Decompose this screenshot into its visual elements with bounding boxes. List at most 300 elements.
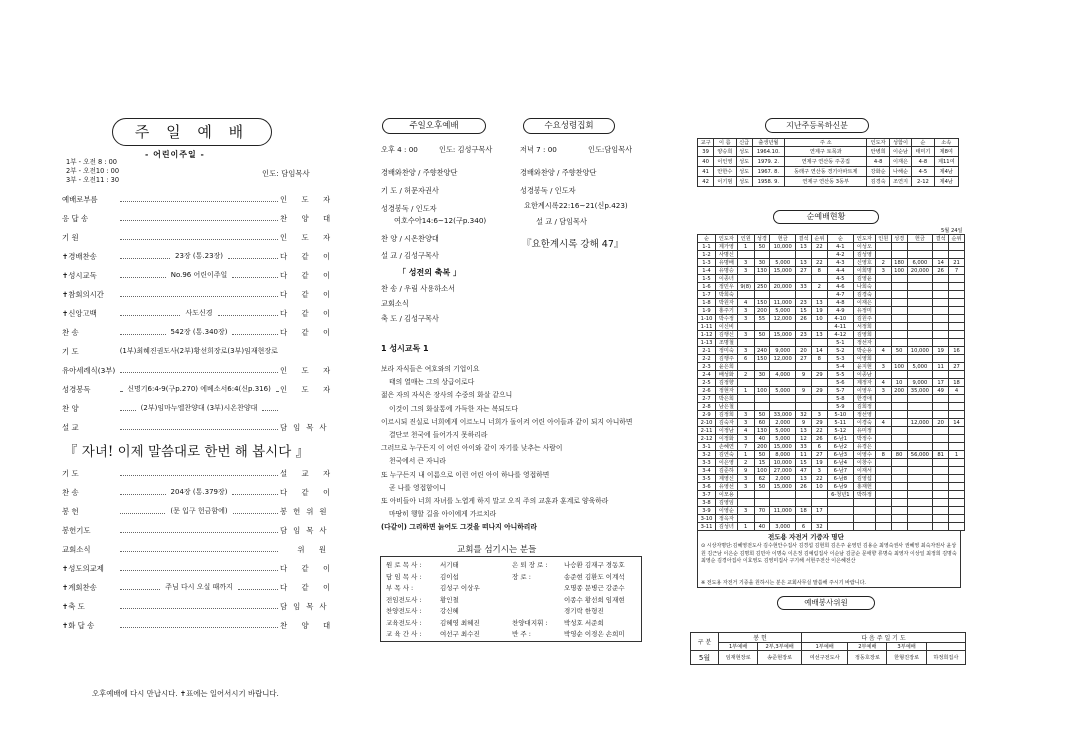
order-item: [62, 421, 332, 433]
attendance-cell: [737, 403, 754, 411]
attendance-cell: [949, 467, 965, 475]
order-item: [62, 193, 337, 205]
attendance-cell: [875, 483, 891, 491]
attendance-row: [698, 251, 965, 259]
staff-name: 박영순 이경은 손희미: [564, 630, 625, 638]
attendance-cell: 1-6: [698, 283, 716, 291]
attendance-cell: 나희숙: [853, 283, 875, 291]
attendance-cell: [891, 515, 907, 523]
attendance-cell: 50: [754, 411, 770, 419]
attendance-cell: [949, 299, 965, 307]
attendance-cell: 70: [754, 507, 770, 515]
registrants-cell: 제4남: [934, 167, 958, 177]
attendance-cell: [875, 355, 891, 363]
attendance-cell: 남은철: [715, 403, 737, 411]
attendance-cell: 1-7: [698, 291, 716, 299]
helpers-note: ※ 전도용 자전거 기증을 원하시는 분은 교회사무실 말씀해 주시기 바랍니다.: [701, 580, 866, 586]
attendance-cell: 1-5: [698, 275, 716, 283]
attendance-cell: [949, 435, 965, 443]
attendance-cell: 81: [933, 451, 949, 459]
attendance-cell: 3: [737, 507, 754, 515]
attendance-cell: 2-2: [698, 355, 716, 363]
attendance-cell: 4-11: [827, 323, 853, 331]
attendance-cell: 5,000: [770, 307, 796, 315]
registrants-cell: 성도: [736, 167, 752, 177]
attendance-cell: 3-1: [698, 443, 716, 451]
leader-dots: [120, 425, 278, 430]
duty-h3: 다 음 주 일 기 도: [802, 633, 966, 643]
attendance-cell: 3: [811, 467, 827, 475]
leader-dots: [120, 528, 278, 533]
attendance-cell: 27: [796, 355, 812, 363]
attendance-cell: 10,000: [770, 459, 796, 467]
attendance-cell: 10: [891, 379, 907, 387]
attendance-cell: 19: [933, 347, 949, 355]
order-item-name: 찬 송: [62, 327, 79, 337]
duty-h2: 봉 헌: [719, 633, 802, 643]
attendance-cell: 10: [811, 483, 827, 491]
attendance-cell: 50: [754, 243, 770, 251]
attendance-row: [698, 307, 965, 315]
attendance-cell: 2-6: [698, 387, 716, 395]
attendance-cell: [796, 323, 812, 331]
attendance-cell: 21: [949, 259, 965, 267]
attendance-cell: 한경애: [853, 395, 875, 403]
attendance-header-cell: 순위: [811, 235, 827, 243]
attendance-cell: 정현자: [715, 387, 737, 395]
attendance-cell: 15,000: [770, 443, 796, 451]
order-item-role: 인 도 자: [280, 384, 337, 394]
attendance-cell: 13: [796, 427, 812, 435]
service-footer: 오후예배에 다시 만납시다. ✝표에는 일어서시기 바랍니다.: [92, 689, 279, 698]
attendance-cell: 62: [754, 475, 770, 483]
attendance-cell: [907, 507, 933, 515]
attendance-header-cell: 순위: [949, 235, 965, 243]
attendance-cell: 14: [949, 419, 965, 427]
attendance-cell: 김숙자: [715, 419, 737, 427]
attendance-cell: [811, 323, 827, 331]
attendance-cell: 4: [875, 419, 891, 427]
attendance-cell: 47: [796, 467, 812, 475]
leader-dots: [120, 604, 278, 609]
registrants-cell: 성도: [736, 177, 752, 187]
attendance-cell: 제가영: [715, 243, 737, 251]
attendance-cell: 이은영: [715, 459, 737, 467]
helpers-title: 전도용 자전거 기증자 명단: [768, 533, 844, 541]
registrants-cell: 동래구 연산동 경기아파트제: [785, 167, 867, 177]
reading-line: 곧 나를 영접함이니: [389, 483, 446, 492]
attendance-cell: [811, 291, 827, 299]
attendance-cell: 16: [949, 347, 965, 355]
registrants-cell: 제8여: [934, 147, 958, 157]
attendance-cell: [875, 275, 891, 283]
attendance-row: [698, 259, 965, 267]
order-item-detail: 204장 (통.379장): [170, 488, 228, 496]
registrants-table: [697, 138, 959, 187]
attendance-cell: [875, 323, 891, 331]
registrants-cell: 이순남: [889, 147, 911, 157]
attendance-cell: [933, 355, 949, 363]
attendance-cell: [933, 499, 949, 507]
afternoon-leader: 인도: 김성구목사: [439, 145, 493, 154]
attendance-cell: [796, 291, 812, 299]
attendance-cell: 4-5: [827, 275, 853, 283]
attendance-header-cell: 인원: [737, 235, 754, 243]
attendance-row: [698, 283, 965, 291]
attendance-cell: [933, 251, 949, 259]
attendance-cell: [891, 339, 907, 347]
staff-role: 전임전도사 :: [386, 595, 422, 604]
registrants-cell: 안병희: [867, 147, 889, 157]
attendance-cell: [933, 339, 949, 347]
attendance-cell: 김희정: [853, 403, 875, 411]
attendance-cell: [875, 299, 891, 307]
attendance-cell: 이종남: [853, 371, 875, 379]
duty-title: 예배봉사위원: [804, 598, 848, 607]
attendance-header-cell: 결석: [796, 235, 812, 243]
attendance-cell: [770, 395, 796, 403]
attendance-cell: [949, 315, 965, 323]
attendance-cell: [933, 491, 949, 499]
attendance-cell: 100: [754, 387, 770, 395]
attendance-cell: [949, 243, 965, 251]
order-item-name: ✝성도의교제: [62, 563, 104, 573]
attendance-cell: 3: [737, 267, 754, 275]
attendance-cell: [875, 339, 891, 347]
attendance-cell: 3: [875, 267, 891, 275]
attendance-cell: 이정화: [715, 435, 737, 443]
pm-9: 축 도 / 김성구목사: [381, 314, 439, 323]
attendance-cell: 17: [933, 379, 949, 387]
attendance-cell: 4: [875, 347, 891, 355]
attendance-cell: 6-남8: [827, 475, 853, 483]
attendance-cell: 2,000: [770, 419, 796, 427]
attendance-cell: [770, 363, 796, 371]
attendance-cell: 8,000: [770, 451, 796, 459]
attendance-cell: 27: [811, 451, 827, 459]
attendance-cell: [933, 427, 949, 435]
leader-dots: [120, 623, 278, 628]
attendance-cell: [811, 363, 827, 371]
attendance-table: [697, 234, 965, 531]
registrants-cell: 40: [698, 157, 714, 167]
staff-role: 찬양대지휘 :: [512, 618, 548, 627]
leader-dots: [120, 471, 278, 476]
attendance-cell: 5-5: [827, 371, 853, 379]
attendance-cell: 윤은희: [715, 363, 737, 371]
attendance-header-cell: 결석: [933, 235, 949, 243]
attendance-cell: [875, 475, 891, 483]
attendance-cell: [907, 491, 933, 499]
attendance-cell: 이정남: [715, 427, 737, 435]
attendance-cell: [907, 275, 933, 283]
attendance-row: [698, 483, 965, 491]
attendance-row: [698, 355, 965, 363]
attendance-cell: 29: [811, 419, 827, 427]
attendance-row: [698, 331, 965, 339]
pm-7: 찬 송 / 우림 사용하소서: [381, 284, 456, 293]
attendance-cell: 50: [754, 331, 770, 339]
attendance-cell: 김영희: [853, 331, 875, 339]
order-item-role: 인 도 자: [280, 194, 337, 204]
order-item-name: 기 원: [62, 232, 79, 242]
attendance-cell: 9: [796, 419, 812, 427]
attendance-cell: 8: [811, 267, 827, 275]
registrants-cell: 태미기: [912, 147, 934, 157]
attendance-cell: [737, 363, 754, 371]
attendance-cell: 7: [949, 267, 965, 275]
attendance-cell: [875, 291, 891, 299]
attendance-cell: 11: [796, 451, 812, 459]
attendance-cell: 2: [737, 459, 754, 467]
attendance-cell: [891, 403, 907, 411]
attendance-cell: [933, 403, 949, 411]
attendance-cell: 8: [811, 355, 827, 363]
attendance-cell: 23: [796, 331, 812, 339]
attendance-row: [698, 291, 965, 299]
attendance-cell: [891, 419, 907, 427]
duty-sub-5: 3부예배: [887, 643, 926, 651]
attendance-cell: 80: [891, 451, 907, 459]
attendance-cell: 5-8: [827, 395, 853, 403]
leader-dots: [120, 406, 136, 411]
order-item-role: 담임목사: [280, 601, 333, 611]
order-item: [62, 505, 332, 517]
attendance-cell: 1: [737, 243, 754, 251]
attendance-cell: [891, 299, 907, 307]
attendance-cell: [737, 291, 754, 299]
attendance-cell: 3-9: [698, 507, 716, 515]
attendance-cell: 100: [754, 467, 770, 475]
staff-name: 나승환 김재구 경동호: [564, 561, 625, 569]
staff-role: 담 임 목 사 :: [386, 572, 422, 581]
attendance-cell: 배성화: [715, 371, 737, 379]
reading-line: 이것이 그의 화살통에 가득한 자는 복되도다: [389, 404, 518, 413]
service-title: 주 일 예 배: [134, 123, 250, 141]
attendance-row: [698, 435, 965, 443]
attendance-cell: 5-4: [827, 363, 853, 371]
attendance-cell: 18: [949, 379, 965, 387]
attendance-cell: [907, 427, 933, 435]
leader-dots: [120, 547, 278, 552]
attendance-cell: 김준하: [715, 467, 737, 475]
attendance-cell: 27: [949, 363, 965, 371]
afternoon-title-box: [382, 118, 486, 134]
attendance-cell: 14: [933, 259, 949, 267]
attendance-cell: [853, 507, 875, 515]
attendance-cell: [949, 403, 965, 411]
attendance-cell: 김영임: [715, 499, 737, 507]
attendance-cell: [891, 427, 907, 435]
order-item-role: 찬 양 대: [280, 213, 337, 223]
duty-sub-4: 2부예배: [848, 643, 887, 651]
attendance-cell: [949, 427, 965, 435]
attendance-cell: 3-4: [698, 467, 716, 475]
registrants-cell: 제4남: [934, 177, 958, 187]
attendance-cell: 1-10: [698, 315, 716, 323]
attendance-cell: [907, 331, 933, 339]
registrants-header-cell: 이 름: [714, 139, 736, 147]
leader-dots: [232, 490, 278, 495]
attendance-cell: [933, 307, 949, 315]
registrants-cell: 연제구 토목과: [785, 147, 867, 157]
attendance-cell: [754, 251, 770, 259]
attendance-header-cell: 성경: [754, 235, 770, 243]
order-item: [62, 250, 337, 262]
attendance-cell: [949, 459, 965, 467]
attendance-cell: 32: [811, 523, 827, 531]
attendance-cell: 3-6: [698, 483, 716, 491]
reading-line: 결단코 천국에 들어가지 못하리라: [389, 431, 488, 439]
attendance-cell: 3-2: [698, 451, 716, 459]
attendance-cell: 56,000: [907, 451, 933, 459]
leader-dots: [120, 273, 166, 278]
attendance-cell: 27,000: [770, 467, 796, 475]
registrants-cell: 강화순: [867, 167, 889, 177]
attendance-row: [698, 299, 965, 307]
attendance-cell: 3-11: [698, 523, 716, 531]
order-item-name: 기 도: [62, 346, 79, 356]
order-item-name: ✝화 답 송: [62, 620, 95, 630]
attendance-cell: [875, 499, 891, 507]
staff-name: 여선구 최수진: [440, 630, 480, 638]
attendance-cell: 박원자: [715, 299, 737, 307]
registrants-cell: 4-5: [912, 167, 934, 177]
attendance-cell: 29: [811, 387, 827, 395]
attendance-cell: 5-9: [827, 403, 853, 411]
attendance-cell: 6-남7: [827, 467, 853, 475]
attendance-row: [698, 339, 965, 347]
leader-dots: [120, 197, 278, 202]
duty-cell-5: 한형진장로: [887, 651, 926, 665]
attendance-cell: 이영순: [715, 507, 737, 515]
order-item-role: 다 같 이: [280, 308, 337, 318]
attendance-cell: 박정수: [853, 435, 875, 443]
attendance-cell: [796, 491, 812, 499]
attendance-cell: [875, 395, 891, 403]
duty-sub-1: 1부예배: [719, 643, 758, 651]
attendance-cell: 4-1: [827, 243, 853, 251]
attendance-cell: [907, 339, 933, 347]
attendance-cell: 서정희: [853, 323, 875, 331]
attendance-cell: 9,000: [907, 379, 933, 387]
attendance-cell: [875, 427, 891, 435]
attendance-cell: [875, 515, 891, 523]
attendance-cell: 정옥자: [715, 515, 737, 523]
order-item-role: 다 같 이: [280, 582, 337, 592]
attendance-cell: 손혜연: [715, 443, 737, 451]
attendance-cell: 6: [811, 443, 827, 451]
leader-dots: [120, 490, 166, 495]
attendance-date: 5월 24일: [941, 228, 963, 234]
attendance-cell: [933, 371, 949, 379]
attendance-row: [698, 387, 965, 395]
attendance-cell: 200: [891, 387, 907, 395]
attendance-cell: 유명배: [715, 259, 737, 267]
attendance-cell: 4-9: [827, 307, 853, 315]
attendance-cell: [770, 251, 796, 259]
order-item: [62, 467, 337, 479]
staff-role: 교 육 간 사 :: [386, 630, 422, 638]
staff-name: 김이섭: [440, 572, 459, 581]
attendance-cell: 22: [811, 243, 827, 251]
attendance-cell: [875, 411, 891, 419]
attendance-cell: 15,000: [770, 331, 796, 339]
attendance-cell: 2-7: [698, 395, 716, 403]
attendance-cell: 3-8: [698, 499, 716, 507]
service-times: [66, 158, 119, 185]
attendance-cell: 32: [796, 411, 812, 419]
attendance-cell: [875, 331, 891, 339]
attendance-cell: [737, 275, 754, 283]
attendance-cell: [907, 355, 933, 363]
wed-time: 저녁 7 : 00: [520, 145, 557, 154]
attendance-cell: [933, 483, 949, 491]
attendance-cell: 9: [737, 467, 754, 475]
registrants-row: [698, 167, 959, 177]
wed-2: 성경봉독 / 인도자: [520, 186, 576, 195]
leader-dots: [276, 387, 278, 392]
order-item-name: 예배로부름: [62, 194, 98, 204]
reading-title: 1 성시교독 1: [381, 344, 429, 353]
attendance-cell: [933, 243, 949, 251]
attendance-cell: 1: [737, 523, 754, 531]
attendance-cell: 4-8: [827, 299, 853, 307]
attendance-cell: [933, 435, 949, 443]
duty-cell-2: 송준현장로: [758, 651, 802, 665]
attendance-cell: [933, 323, 949, 331]
attendance-cell: 150: [754, 299, 770, 307]
attendance-cell: 이신비: [715, 323, 737, 331]
attendance-cell: [933, 283, 949, 291]
attendance-cell: [949, 411, 965, 419]
attendance-cell: 11: [933, 363, 949, 371]
attendance-cell: 2: [875, 259, 891, 267]
attendance-cell: 1-11: [698, 323, 716, 331]
staff-name: 강신혜: [440, 607, 459, 615]
attendance-cell: [811, 275, 827, 283]
reading-line: 마땅히 행할 길을 아이에게 가르치라: [389, 510, 497, 519]
order-item-role: 설 교 자: [280, 468, 337, 478]
attendance-cell: [949, 371, 965, 379]
leader-dots: [228, 254, 278, 259]
attendance-cell: [754, 323, 770, 331]
attendance-cell: 1-4: [698, 267, 716, 275]
attendance-cell: 8: [875, 451, 891, 459]
attendance-cell: [796, 395, 812, 403]
registrants-cell: 1964.10.: [752, 147, 784, 157]
attendance-cell: 1: [949, 451, 965, 459]
attendance-cell: 3-7: [698, 491, 716, 499]
order-item-name: 찬 송: [62, 487, 79, 497]
registrants-row: [698, 157, 959, 167]
attendance-cell: 10,000: [770, 243, 796, 251]
registrants-cell: 김경숙: [867, 177, 889, 187]
time-3: 3부 - 오전11 : 30: [66, 176, 120, 184]
attendance-cell: [770, 403, 796, 411]
attendance-cell: [770, 379, 796, 387]
attendance-cell: 이경숙: [853, 419, 875, 427]
staff-name: 김성구 이상우: [440, 584, 480, 592]
order-item: [62, 345, 332, 357]
attendance-cell: 130: [754, 427, 770, 435]
attendance-cell: [811, 395, 827, 403]
attendance-cell: 이재서: [853, 467, 875, 475]
attendance-cell: [891, 491, 907, 499]
staff-role: 은 퇴 장 로 :: [512, 561, 548, 569]
attendance-cell: [891, 411, 907, 419]
attendance-header: [698, 235, 965, 243]
